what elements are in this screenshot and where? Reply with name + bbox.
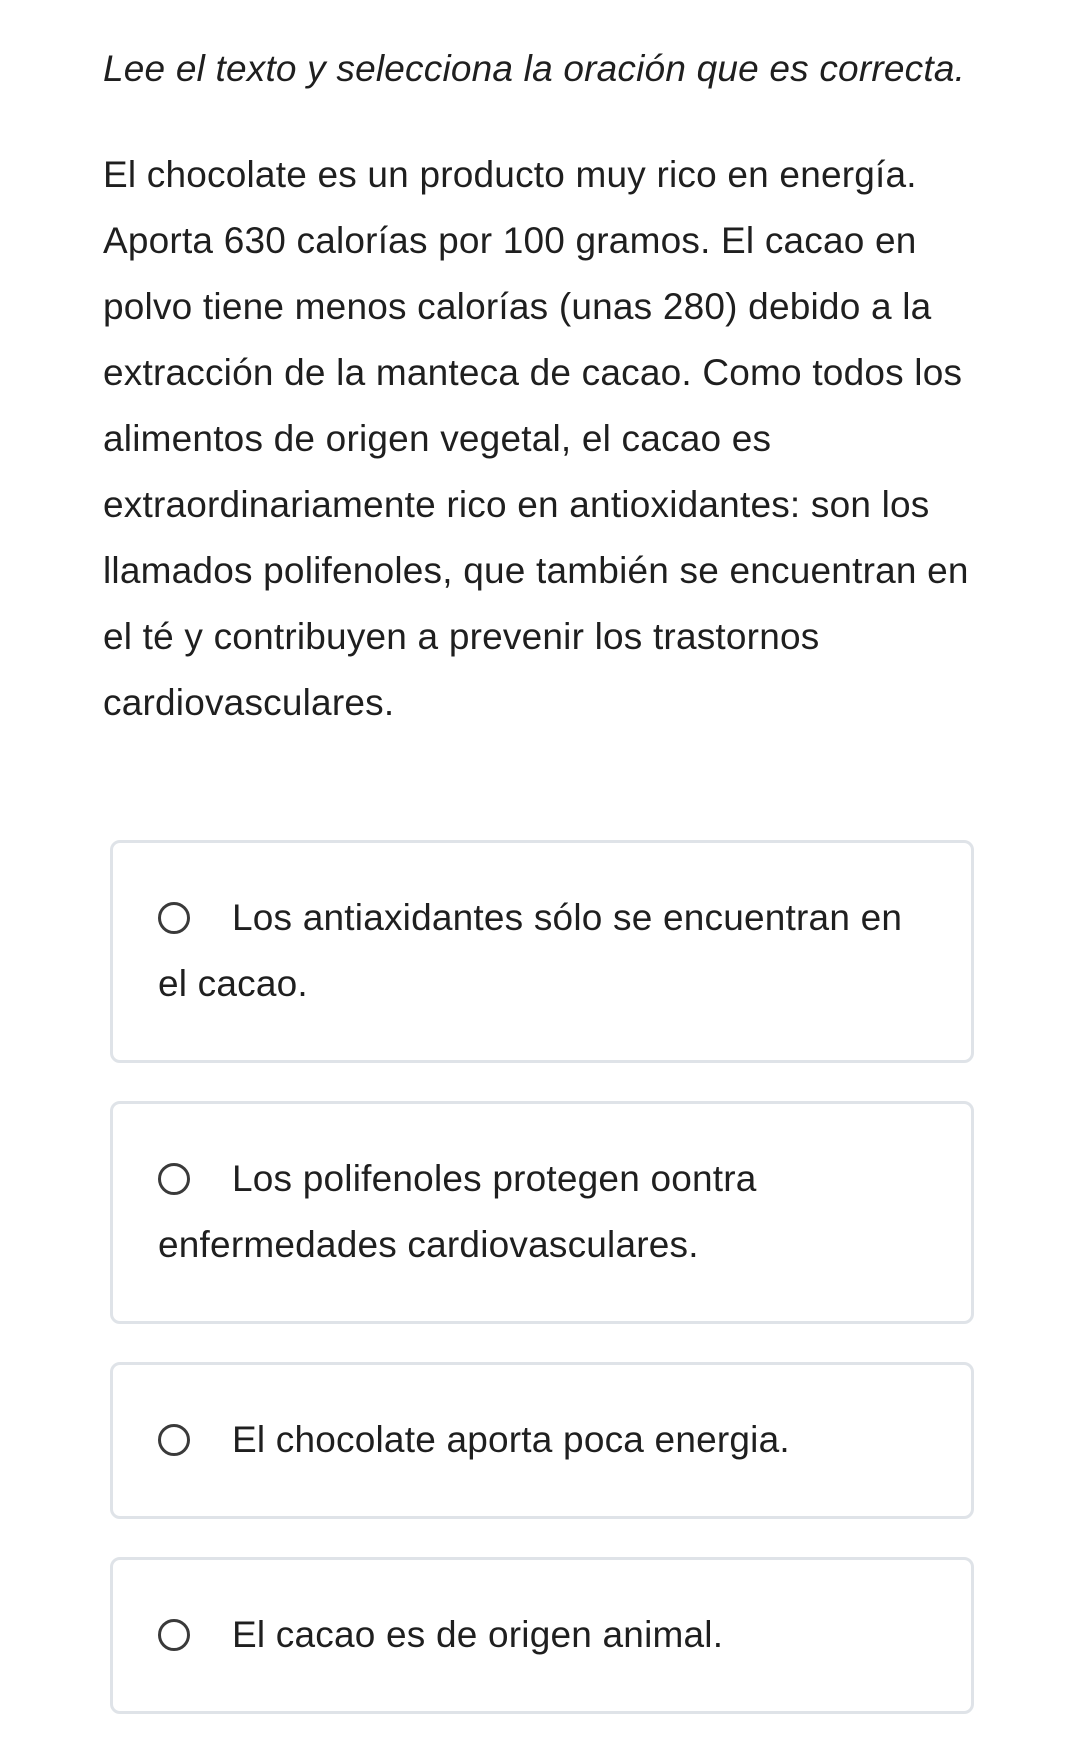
radio-button-icon[interactable] (158, 1163, 190, 1195)
answer-option-label: Los antiaxidantes sólo se encuentran en el cacao. (158, 897, 903, 1004)
answer-option-3[interactable] (110, 1362, 974, 1519)
instruction-text: Lee el texto y selecciona la oración que es correcta. (103, 48, 966, 89)
passage-text: El chocolate es un producto muy rico en energía. Aporta 630 calorías por 100 gramos. El cacao en polvo tiene menos calorías (unas 280) debido a la extracción de la manteca de cacao. Como todos los alimentos de origen vegetal, el cacao es extraordinariamente rico en antioxidantes: son los llamados polifenoles, que también se encuentran en el té y contribuyen a prevenir los trastornos cardiovasculares. (103, 154, 969, 723)
answer-option-1[interactable] (110, 840, 974, 1063)
radio-button-icon[interactable] (158, 1424, 190, 1456)
radio-button-icon[interactable] (158, 902, 190, 934)
answer-option-label: El chocolate aporta poca energia. (232, 1419, 790, 1460)
answer-option-label: El cacao es de origen animal. (232, 1614, 724, 1655)
answer-options (110, 840, 974, 1714)
radio-button-icon[interactable] (158, 1619, 190, 1651)
answer-option-2[interactable] (110, 1101, 974, 1324)
question-block (103, 36, 983, 736)
answer-option-4[interactable] (110, 1557, 974, 1714)
answer-option-label: Los polifenoles protegen oontra enfermedades cardiovasculares. (158, 1158, 757, 1265)
